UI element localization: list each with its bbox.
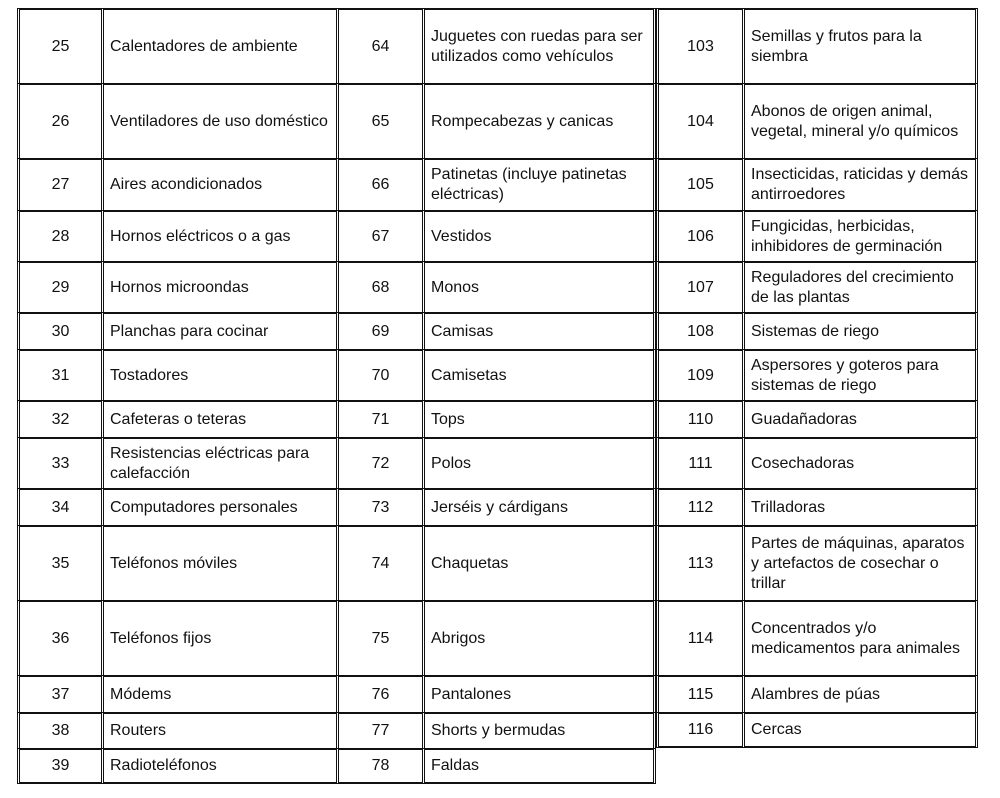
item-number: 74 <box>336 525 422 600</box>
item-description: Faldas <box>422 748 656 784</box>
item-number: 25 <box>17 8 101 83</box>
item-description: Cosechadoras <box>742 437 978 488</box>
item-number: 77 <box>336 712 422 748</box>
table-row <box>656 488 978 525</box>
item-description: Tostadores <box>101 349 339 400</box>
item-description: Módems <box>101 675 339 712</box>
table-row <box>17 8 339 83</box>
item-number: 30 <box>17 312 101 349</box>
item-number: 70 <box>336 349 422 400</box>
item-number: 32 <box>17 400 101 437</box>
item-number: 76 <box>336 675 422 712</box>
item-number: 33 <box>17 437 101 488</box>
item-description: Hornos eléctricos o a gas <box>101 210 339 261</box>
item-number: 114 <box>656 600 742 675</box>
item-description: Sistemas de riego <box>742 312 978 349</box>
table-row <box>656 600 978 675</box>
product-table-col3 <box>656 8 978 748</box>
table-row <box>17 712 339 748</box>
item-description: Rompecabezas y canicas <box>422 83 656 158</box>
item-number: 67 <box>336 210 422 261</box>
item-description: Partes de máquinas, aparatos y artefactos de cosechar o trillar <box>742 525 978 600</box>
item-description: Computadores personales <box>101 488 339 525</box>
item-number: 110 <box>656 400 742 437</box>
table-row <box>17 312 339 349</box>
item-description: Ventiladores de uso doméstico <box>101 83 339 158</box>
item-number: 64 <box>336 8 422 83</box>
item-description: Polos <box>422 437 656 488</box>
item-description: Reguladores del crecimiento de las plantas <box>742 261 978 312</box>
item-description: Trilladoras <box>742 488 978 525</box>
item-number: 31 <box>17 349 101 400</box>
item-number: 75 <box>336 600 422 675</box>
item-number: 28 <box>17 210 101 261</box>
table-row <box>17 261 339 312</box>
item-number: 107 <box>656 261 742 312</box>
item-description: Radioteléfonos <box>101 748 339 784</box>
item-number: 68 <box>336 261 422 312</box>
item-description: Calentadores de ambiente <box>101 8 339 83</box>
table-row <box>656 349 978 400</box>
item-number: 103 <box>656 8 742 83</box>
table-row <box>336 312 656 349</box>
item-number: 115 <box>656 675 742 712</box>
item-description: Alambres de púas <box>742 675 978 712</box>
item-description: Shorts y bermudas <box>422 712 656 748</box>
table-row <box>17 748 339 784</box>
item-number: 78 <box>336 748 422 784</box>
table-row <box>336 210 656 261</box>
item-number: 38 <box>17 712 101 748</box>
item-number: 108 <box>656 312 742 349</box>
table-row <box>17 525 339 600</box>
item-description: Monos <box>422 261 656 312</box>
item-description: Planchas para cocinar <box>101 312 339 349</box>
table-row <box>656 437 978 488</box>
product-table-col1 <box>17 8 339 784</box>
item-description: Abrigos <box>422 600 656 675</box>
table-row <box>336 748 656 784</box>
table-row <box>656 312 978 349</box>
table-row <box>17 600 339 675</box>
table-row <box>656 158 978 210</box>
table-row <box>656 712 978 748</box>
table-row <box>17 210 339 261</box>
item-description: Vestidos <box>422 210 656 261</box>
table-row <box>17 83 339 158</box>
item-number: 112 <box>656 488 742 525</box>
item-description: Camisas <box>422 312 656 349</box>
item-number: 69 <box>336 312 422 349</box>
item-description: Tops <box>422 400 656 437</box>
item-description: Semillas y frutos para la siembra <box>742 8 978 83</box>
item-description: Guadañadoras <box>742 400 978 437</box>
item-number: 26 <box>17 83 101 158</box>
item-description: Abonos de origen animal, vegetal, mineral y/o químicos <box>742 83 978 158</box>
item-number: 65 <box>336 83 422 158</box>
item-number: 105 <box>656 158 742 210</box>
product-table-col2 <box>336 8 656 784</box>
item-number: 39 <box>17 748 101 784</box>
table-row <box>336 488 656 525</box>
table-row <box>336 712 656 748</box>
item-description: Concentrados y/o medicamentos para animales <box>742 600 978 675</box>
table-row <box>336 600 656 675</box>
item-description: Pantalones <box>422 675 656 712</box>
item-number: 66 <box>336 158 422 210</box>
table-row <box>336 675 656 712</box>
table-row <box>17 488 339 525</box>
table-row <box>656 261 978 312</box>
item-number: 34 <box>17 488 101 525</box>
table-row <box>17 349 339 400</box>
table-row <box>17 400 339 437</box>
item-number: 35 <box>17 525 101 600</box>
table-row <box>656 675 978 712</box>
item-description: Chaquetas <box>422 525 656 600</box>
item-description: Resistencias eléctricas para calefacción <box>101 437 339 488</box>
table-row <box>17 158 339 210</box>
item-number: 104 <box>656 83 742 158</box>
item-description: Hornos microondas <box>101 261 339 312</box>
item-description: Patinetas (incluye patinetas eléctricas) <box>422 158 656 210</box>
table-row <box>656 8 978 83</box>
item-number: 73 <box>336 488 422 525</box>
item-number: 113 <box>656 525 742 600</box>
table-row <box>336 349 656 400</box>
table-row <box>336 437 656 488</box>
table-row <box>656 83 978 158</box>
table-row <box>656 210 978 261</box>
item-description: Insecticidas, raticidas y demás antirroedores <box>742 158 978 210</box>
item-number: 27 <box>17 158 101 210</box>
table-row <box>336 158 656 210</box>
table-row <box>17 675 339 712</box>
item-description: Teléfonos móviles <box>101 525 339 600</box>
table-row <box>336 8 656 83</box>
item-description: Routers <box>101 712 339 748</box>
item-description: Teléfonos fijos <box>101 600 339 675</box>
item-number: 37 <box>17 675 101 712</box>
item-number: 106 <box>656 210 742 261</box>
item-number: 72 <box>336 437 422 488</box>
table-row <box>336 261 656 312</box>
item-number: 111 <box>656 437 742 488</box>
item-description: Camisetas <box>422 349 656 400</box>
item-number: 29 <box>17 261 101 312</box>
table-row <box>336 525 656 600</box>
item-number: 71 <box>336 400 422 437</box>
item-description: Jerséis y cárdigans <box>422 488 656 525</box>
item-description: Juguetes con ruedas para ser utilizados como vehículos <box>422 8 656 83</box>
item-description: Cercas <box>742 712 978 748</box>
table-row <box>656 525 978 600</box>
table-row <box>336 400 656 437</box>
table-row <box>17 437 339 488</box>
table-row <box>336 83 656 158</box>
item-description: Fungicidas, herbicidas, inhibidores de germinación <box>742 210 978 261</box>
item-description: Aires acondicionados <box>101 158 339 210</box>
item-description: Cafeteras o teteras <box>101 400 339 437</box>
item-number: 116 <box>656 712 742 748</box>
item-number: 36 <box>17 600 101 675</box>
item-description: Aspersores y goteros para sistemas de riego <box>742 349 978 400</box>
item-number: 109 <box>656 349 742 400</box>
table-row <box>656 400 978 437</box>
